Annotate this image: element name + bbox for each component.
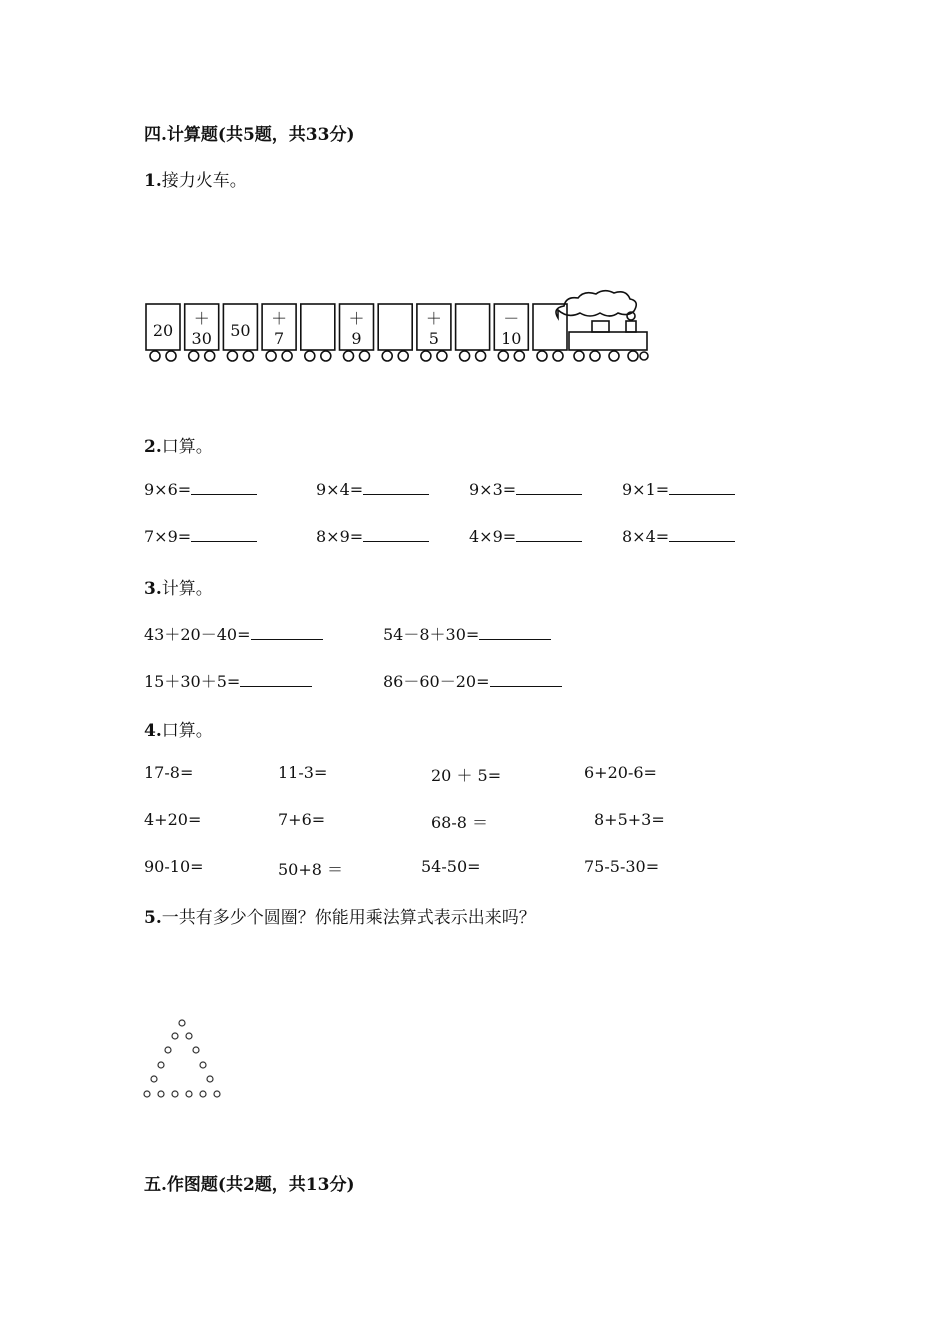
train-car [301, 304, 335, 361]
answer-blank[interactable] [363, 527, 429, 542]
circle-triangle-figure [140, 1015, 230, 1105]
train-wheel [360, 351, 370, 361]
answer-blank[interactable] [669, 527, 735, 542]
question-3 [144, 574, 213, 599]
train-wheel [514, 351, 524, 361]
answer-blank[interactable] [516, 527, 582, 542]
answer-blank[interactable] [479, 625, 551, 640]
train-car-number: 10 [501, 329, 522, 348]
train-wheel [537, 351, 547, 361]
small-circle [144, 1091, 150, 1097]
q2-item: 9×6= [144, 480, 257, 499]
q4-item: 6+20-6= [584, 763, 657, 782]
question-1-number: 1. [144, 171, 162, 191]
q4-item: 54-50= [421, 857, 481, 876]
train-wheel [421, 351, 431, 361]
q2-item: 8×4= [622, 527, 735, 546]
train-car-box [378, 304, 412, 350]
q2-item: 8×9= [316, 527, 429, 546]
locomotive [556, 291, 647, 350]
q4-item: 17-8= [144, 763, 194, 782]
train-wheel [205, 351, 215, 361]
train-car-operator: ＋ [348, 309, 365, 328]
train-car [494, 304, 528, 361]
train-car [146, 304, 180, 361]
train-wheel [498, 351, 508, 361]
small-circle [158, 1091, 164, 1097]
train-wheel [243, 351, 253, 361]
answer-blank[interactable] [490, 672, 562, 687]
train-wheel [227, 351, 237, 361]
small-circle [179, 1020, 185, 1026]
train-car [378, 304, 412, 361]
train-car [262, 304, 296, 361]
question-4 [144, 716, 213, 741]
answer-blank[interactable] [516, 480, 582, 495]
answer-blank[interactable] [191, 480, 257, 495]
small-circle [193, 1047, 199, 1053]
train-wheel [398, 351, 408, 361]
q3-item: 43＋20－40= [144, 622, 323, 645]
q2-item: 9×4= [316, 480, 429, 499]
train-wheel [305, 351, 315, 361]
question-5 [144, 903, 536, 928]
q2-item: 7×9= [144, 527, 257, 546]
train-car-number: 7 [274, 329, 285, 348]
question-5-text: 一共有多少个圆圈？你能用乘法算式表示出来吗？ [161, 908, 536, 928]
q4-item: 20 ＋ 5= [431, 766, 502, 785]
answer-blank[interactable] [240, 672, 312, 687]
question-2-text: 口算。 [161, 437, 213, 457]
answer-blank[interactable] [251, 625, 323, 640]
train-car [456, 304, 490, 361]
train-car [185, 304, 219, 361]
question-3-text: 计算。 [161, 579, 213, 599]
q4-item: 8+5+3= [594, 810, 665, 829]
train-wheel [344, 351, 354, 361]
q2-item: 9×3= [469, 480, 582, 499]
small-circle [165, 1047, 171, 1053]
train-car-number: 5 [428, 329, 439, 348]
q2-item: 9×1= [622, 480, 735, 499]
question-5-number: 5. [144, 908, 162, 928]
question-2-number: 2. [144, 437, 162, 457]
question-2 [144, 432, 213, 457]
train-car [223, 304, 257, 361]
q4-item: 4+20= [144, 810, 202, 829]
train-wheel [321, 351, 331, 361]
answer-blank[interactable] [363, 480, 429, 495]
question-4-text: 口算。 [161, 721, 213, 741]
train-wheel [166, 351, 176, 361]
train-car-box [533, 304, 567, 350]
locomotive-wheels [574, 351, 648, 361]
small-circle [186, 1033, 192, 1039]
q4-item: 75-5-30= [584, 857, 660, 876]
train-wheel [382, 351, 392, 361]
train-wheel [553, 351, 563, 361]
q4-item: 7+6= [278, 810, 326, 829]
train-car-operator: ＋ [193, 309, 210, 328]
q4-item: 68-8 ＝ [431, 813, 489, 832]
q4-item: 11-3= [278, 763, 328, 782]
train-wheel [266, 351, 276, 361]
answer-blank[interactable] [669, 480, 735, 495]
train-car-number: 20 [152, 321, 174, 340]
answer-blank[interactable] [191, 527, 257, 542]
question-3-number: 3. [144, 579, 162, 599]
section-4-title: 四.计算题(共5题，共33分) [144, 125, 355, 145]
q2-item: 4×9= [469, 527, 582, 546]
q4-item: 50+8 ＝ [278, 860, 344, 879]
q4-item: 90-10= [144, 857, 204, 876]
small-circle [151, 1076, 157, 1082]
question-1 [144, 166, 247, 191]
small-circle [172, 1091, 178, 1097]
train-wheel [150, 351, 160, 361]
small-circle [200, 1091, 206, 1097]
small-circle [172, 1033, 178, 1039]
q3-item: 15＋30＋5= [144, 669, 312, 692]
question-1-text: 接力火车。 [161, 171, 247, 191]
small-circle [200, 1062, 206, 1068]
section-5-title: 五.作图题(共2题，共13分) [144, 1175, 355, 1195]
train-car-box [456, 304, 490, 350]
small-circle [214, 1091, 220, 1097]
train-car-operator: ＋ [425, 309, 442, 328]
train-wheel [460, 351, 470, 361]
train-wheel [189, 351, 199, 361]
question-4-number: 4. [144, 721, 162, 741]
train-car-number: 50 [230, 321, 251, 340]
q3-item: 86－60－20= [383, 669, 562, 692]
train-car-operator: － [503, 309, 520, 328]
small-circle [207, 1076, 213, 1082]
q3-item: 54－8＋30= [383, 622, 551, 645]
train-wheel [437, 351, 447, 361]
train-wheel [476, 351, 486, 361]
train-car-number: 9 [351, 329, 362, 348]
train-car-box [301, 304, 335, 350]
train-car-number: 30 [191, 329, 212, 348]
train-car [340, 304, 374, 361]
small-circle [186, 1091, 192, 1097]
train-wheel [282, 351, 292, 361]
relay-train-figure [144, 290, 664, 370]
small-circle [158, 1062, 164, 1068]
train-car [417, 304, 451, 361]
train-car-operator: ＋ [271, 309, 288, 328]
